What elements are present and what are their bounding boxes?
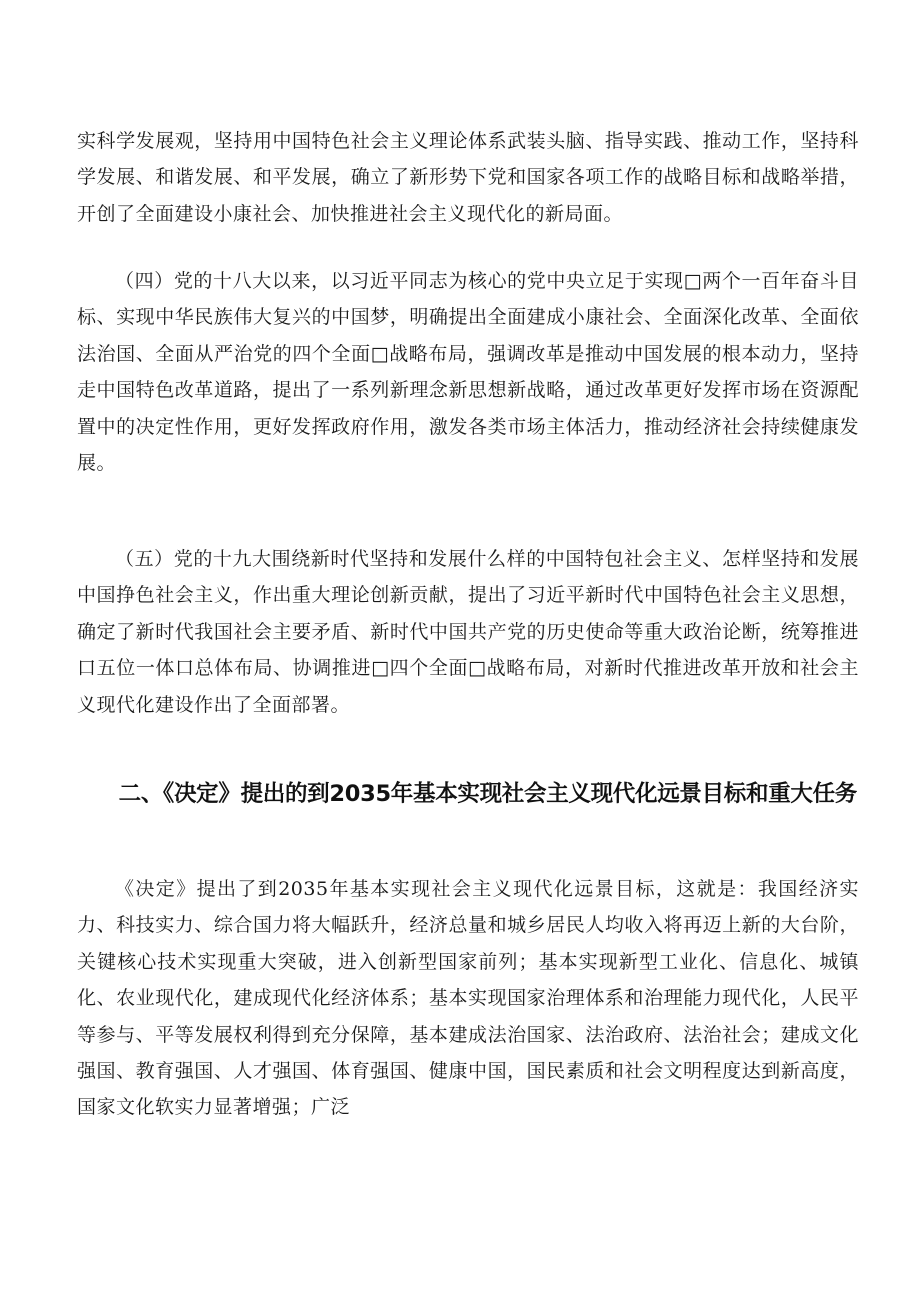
paragraph-section-five: （五）党的十九大围绕新时代坚持和发展什么样的中国特包社会主义、怎样坚持和发展中国挣色社会主义，作出重大理论创新贡献，提出了习近平新时代中国特色社会主义思想，确定了新时代我国社会主要矛盾、新时代中国共产党的历史使命等重大政治论断，统筹推进口五位一体口总体布局、协调推进□四个全面□战略布局，对新时代推进改革开放和社会主义现代化建设作出了全面部署。 bbox=[77, 548, 859, 716]
paragraph-2035-goals: 《决定》提出了到2035年基本实现社会主义现代化远景目标，这就是：我国经济实力、科技实力、综合国力将大幅跃升，经济总量和城乡居民人均收入将再迈上新的大台阶，关键核心技术实现重大突破，进入创新型国家前列；基本实现新型工业化、信息化、城镇化、农业现代化，建成现代化经济体系；基本实现国家治理体系和治理能力现代化，人民平等参与、平等发展权利得到充分保障，基本建成法治国家、法治政府、法治社会；建成文化强国、教育强国、人才强国、体育强国、健康中国，国民素质和社会文明程度达到新高度，国家文化软实力显著增强；广泛 bbox=[77, 878, 859, 1119]
paragraph-section-four: （四）党的十八大以来，以习近平同志为核心的党中央立足于实现□两个一百年奋斗目标、实现中华民族伟大复兴的中国梦，明确提出全面建成小康社会、全面深化改革、全面依法治国、全面从严治党的四个全面□战略布局，强调改革是推动中国发展的根本动力，坚持走中国特色改革道路，提出了一系列新理念新思想新战略，通过改革更好发挥市场在资源配置中的决定性作用，更好发挥政府作用，激发各类市场主体活力，推动经济社会持续健康发展。 bbox=[77, 270, 859, 475]
section-heading: 二、《决定》提出的到2035年基本实现社会主义现代化远景目标和重大任务 bbox=[118, 781, 857, 807]
paragraph-continuation: 实科学发展观，坚持用中国特色社会主义理论体系武装头脑、指导实践、推动工作，坚持科学发展、和谐发展、和平发展，确立了新形势下党和国家各项工作的战略目标和战略举措，开创了全面建设小康社会、加快推进社会主义现代化的新局面。 bbox=[77, 130, 859, 225]
